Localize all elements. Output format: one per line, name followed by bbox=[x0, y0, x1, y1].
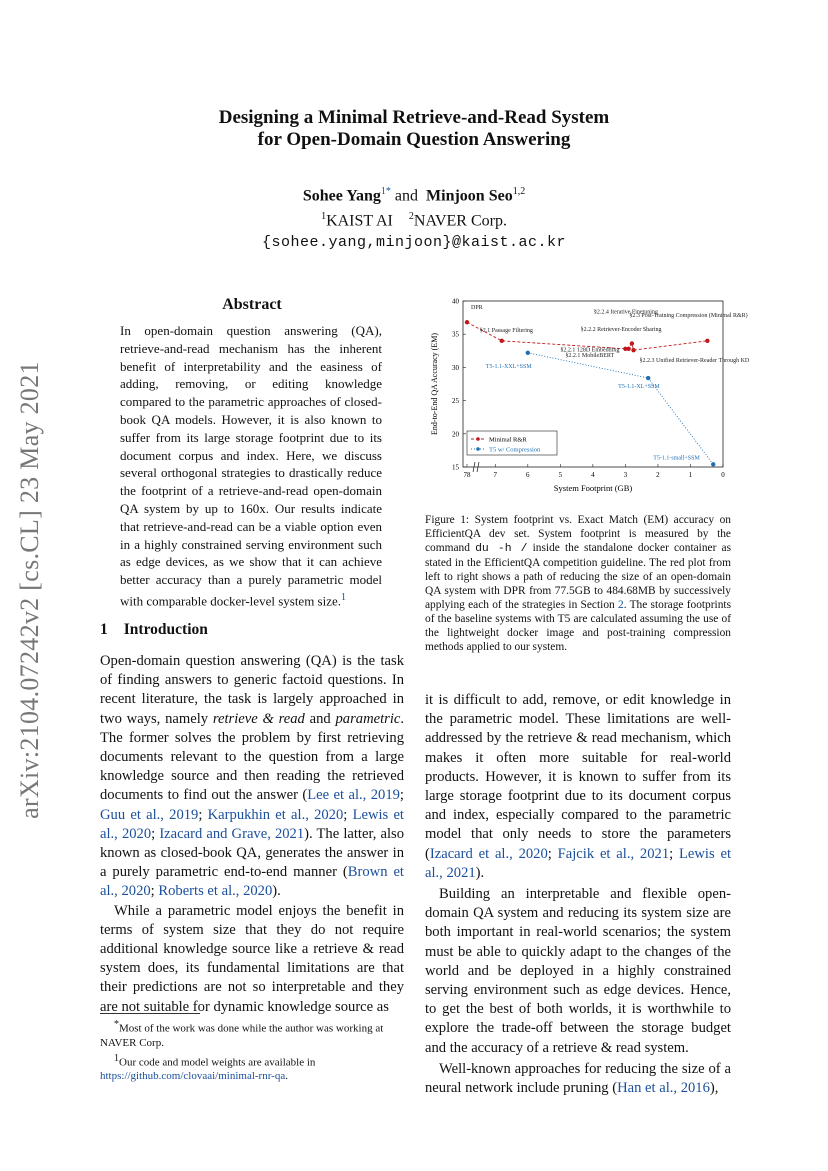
y-tick-label: 30 bbox=[452, 363, 459, 372]
data-point bbox=[630, 341, 634, 345]
legend-label-minimal: Minimal R&R bbox=[489, 436, 527, 444]
right-paragraph-3 bbox=[425, 1060, 731, 1098]
x-tick-label: 6 bbox=[526, 471, 530, 479]
author-and: and bbox=[394, 187, 419, 205]
author-1-sup: 1* bbox=[380, 186, 391, 197]
x-tick-label: 1 bbox=[688, 471, 693, 479]
footnote-1-mark: * bbox=[114, 1019, 119, 1030]
author-2: Minjoon Seo bbox=[426, 187, 513, 205]
y-tick-label: 15 bbox=[452, 463, 459, 472]
y-tick-label: 20 bbox=[452, 430, 459, 439]
caption-text: inside the standalone docker container as stated in the EfficientQA competition guideline. The red plot from left to right shows a path of reducing the size of an open-domain QA system with DPR from 77.5GB to 484.68MB by successively applying each of the strategies in Section bbox=[425, 542, 732, 611]
chart-annotation: §2.2.1 128D Embedding bbox=[560, 347, 620, 354]
point-label: §2.2.4 Iterative Finetuning bbox=[593, 309, 658, 316]
text-run: Open-domain question answering (QA) is the task of finding answers to generic factoid questions. In recent literature, the task is largely approached in two ways, namely bbox=[100, 653, 404, 727]
right-paragraph-2: Building an interpretable and flexible open-domain QA system and reducing its system size are both important in real-world scenarios; the system must be able to quickly adapt to the changes of the world and be deployed in a highly constrained serving environment such as edge devices. Hence, to get the best of both worlds, it is worthwhile to explore the trade-off between the storage budget and the accuracy of a retrieve & read system. bbox=[425, 886, 731, 1056]
citation-fajcik[interactable]: Fajcik et al., 2021 bbox=[557, 845, 670, 862]
footnote-divider bbox=[100, 1013, 200, 1014]
x-tick-label: 3 bbox=[623, 471, 628, 479]
point-label: §2.2.3 Unified Retriever-Reader Through KD bbox=[639, 358, 750, 365]
author-emails: {sohee.yang,minjoon}@kaist.ac.kr bbox=[261, 233, 567, 251]
citation-brown[interactable]: Brown et al., 2020 bbox=[100, 864, 404, 900]
text-run: ; bbox=[151, 825, 160, 842]
right-column-body bbox=[425, 691, 731, 1098]
legend-marker-t5 bbox=[476, 447, 480, 451]
x-tick-label: 2 bbox=[656, 471, 660, 479]
text-run: . The former solves the problem by first retrieving documents relevant to the question from a large knowledge source and then reading the retrieved documents to find out the answer ( bbox=[100, 710, 405, 804]
point-label: §2.1 Passage Filtering bbox=[479, 327, 533, 334]
text-run: ). The latter, also known as closed-book QA, generates the answer in a purely parametric end-to-end manner ( bbox=[100, 825, 404, 881]
point-label: T5-1.1-XL+SSM bbox=[618, 384, 660, 391]
abstract-footnote-mark[interactable]: 1 bbox=[341, 591, 347, 603]
footnote-2-mark: 1 bbox=[114, 1052, 119, 1064]
figure-1-chart bbox=[425, 293, 750, 503]
x-tick-label: 78 bbox=[463, 471, 471, 479]
footnote-2-text: Our code and model weights are available in bbox=[119, 1056, 316, 1069]
footnote-2 bbox=[100, 1052, 404, 1084]
figure-1-caption bbox=[425, 513, 731, 654]
citation-karpukhin[interactable]: Karpukhin et al., 2020 bbox=[207, 806, 344, 823]
y-axis-label: End-to-End QA Accuracy (EM) bbox=[430, 333, 439, 435]
emph-retrieve-read: retrieve & read bbox=[212, 710, 305, 727]
github-link[interactable]: https://github.com/clovaai/minimal-rnr-qa bbox=[100, 1070, 286, 1083]
footnotes bbox=[100, 1018, 404, 1085]
text-run: it is difficult to add, remove, or edit knowledge in the parametric model. These limitations are well-addressed by the retrieve & read mechanism, which makes it often more suitable for real-world products. However, it is known to suffer from its large storage footprint due to its document corpus and index, especially compared to the parametric model that only needs to store the parameters ( bbox=[425, 692, 731, 862]
title-line-1: Designing a Minimal Retrieve-and-Read System bbox=[218, 107, 610, 128]
y-tick-label: 40 bbox=[452, 297, 459, 306]
text-run: ). bbox=[272, 883, 281, 900]
footnote-2-end: . bbox=[285, 1070, 288, 1083]
citation-lee[interactable]: Lee et al., 2019 bbox=[307, 787, 400, 804]
data-point bbox=[631, 348, 635, 352]
author-names bbox=[100, 181, 728, 206]
chart-legend bbox=[467, 431, 557, 455]
text-run: ; bbox=[198, 806, 208, 823]
point-label: §2.2.1 MobileBERT bbox=[565, 352, 615, 359]
text-run: ). bbox=[475, 864, 485, 881]
left-column-body bbox=[100, 652, 404, 1017]
abstract-heading: Abstract bbox=[222, 296, 282, 313]
arxiv-sidebar-stamp bbox=[8, 330, 52, 850]
caption-code: du -h / bbox=[475, 543, 528, 555]
section-number: 1 bbox=[100, 621, 108, 638]
author-1: Sohee Yang bbox=[302, 187, 381, 205]
caption-text: System footprint vs. Exact Match (EM) accuracy on EfficientQA dev set. System footprint is measured by the command bbox=[425, 514, 732, 554]
emph-parametric: parametric bbox=[335, 710, 401, 727]
paper-title bbox=[100, 107, 728, 151]
section-title: Introduction bbox=[123, 621, 208, 638]
text-run: Well-known approaches for reducing the size of a neural network include pruning ( bbox=[425, 1060, 731, 1097]
text-run: ; bbox=[547, 845, 558, 862]
text-run: ), bbox=[709, 1080, 719, 1097]
point-label: §2.3 Post-Training Compression (Minimal R&R) bbox=[629, 312, 748, 319]
data-point bbox=[526, 351, 530, 355]
text-run: and bbox=[304, 710, 336, 727]
affiliation-2: NAVER Corp. bbox=[413, 212, 507, 230]
text-run: ; bbox=[150, 883, 159, 900]
text-run: ; bbox=[669, 845, 679, 862]
citation-izacard-2020[interactable]: Izacard et al., 2020 bbox=[429, 845, 548, 862]
chart-svg bbox=[425, 293, 750, 503]
footnote-1-text: Most of the work was done while the author was working at NAVER Corp. bbox=[100, 1022, 384, 1049]
author-2-sup: 1,2 bbox=[512, 186, 526, 197]
data-point bbox=[626, 347, 630, 351]
caption-text: . The storage footprints of the baseline systems with T5 are calculated assuming the use of the lightweight docker image and post-training compression methods applied to our system. bbox=[425, 599, 731, 653]
citation-lewis-2021[interactable]: Lewis et al., 2021 bbox=[425, 845, 732, 881]
author-block bbox=[100, 181, 728, 253]
text-run: ; bbox=[343, 806, 353, 823]
x-tick-label: 0 bbox=[721, 471, 725, 479]
intro-paragraph-2: While a parametric model enjoys the benefit in terms of system size that they do not require additional knowledge source like a retrieve & read system does, its fundamental limitations are that their predictions are not so interpretable and they are not suitable for dynamic knowledge source as bbox=[100, 902, 404, 1015]
legend-label-t5: T5 w/ Compression bbox=[489, 446, 541, 454]
affiliation-1: KAIST AI bbox=[326, 212, 393, 230]
text-run: ; bbox=[399, 787, 404, 804]
point-label: T5-1.1-small+SSM bbox=[653, 455, 700, 462]
footnote-1 bbox=[100, 1018, 404, 1050]
citation-roberts[interactable]: Roberts et al., 2020 bbox=[158, 883, 273, 900]
data-point bbox=[500, 339, 504, 343]
data-point bbox=[711, 462, 715, 466]
section-ref[interactable]: 2 bbox=[617, 599, 624, 611]
arxiv-identifier: arXiv:2104.07242v2 [cs.CL] 23 May 2021 bbox=[15, 361, 44, 819]
data-point bbox=[465, 320, 469, 324]
citation-izacard-grave[interactable]: Izacard and Grave, 2021 bbox=[159, 825, 305, 842]
section-heading bbox=[100, 621, 208, 639]
aff-2-sup: 2 bbox=[408, 211, 414, 223]
x-tick-label: 4 bbox=[591, 471, 595, 479]
point-label: T5-1.1-XXL+SSM bbox=[485, 363, 532, 370]
intro-paragraph-1 bbox=[100, 652, 404, 902]
y-tick-label: 25 bbox=[452, 397, 459, 406]
abstract-body bbox=[120, 322, 382, 610]
affiliations bbox=[100, 206, 728, 231]
data-point bbox=[705, 339, 709, 343]
aff-1-sup: 1 bbox=[321, 211, 327, 223]
caption-label: Figure 1: bbox=[425, 514, 470, 526]
citation-guu[interactable]: Guu et al., 2019 bbox=[100, 806, 199, 823]
x-tick-label: 5 bbox=[558, 471, 563, 479]
x-axis-label: System Footprint (GB) bbox=[553, 483, 633, 493]
point-label: §2.2.2 Retriever-Encoder Sharing bbox=[580, 326, 662, 333]
citation-han[interactable]: Han et al., 2016 bbox=[617, 1080, 710, 1097]
title-line-2: for Open-Domain Question Answering bbox=[257, 129, 571, 150]
y-tick-label: 35 bbox=[452, 330, 459, 339]
legend-marker-minimal bbox=[476, 437, 480, 441]
data-point bbox=[646, 376, 650, 380]
right-paragraph-1 bbox=[425, 691, 731, 883]
point-label: DPR bbox=[471, 305, 483, 312]
citation-lewis-2020[interactable]: Lewis et al., 2020 bbox=[100, 806, 404, 842]
abstract-text: In open-domain question answering (QA), retrieve-and-read mechanism has the inherent benefit of interpretability and the easiness of adding, removing, or editing knowledge compared to the parametric approaches of closed-book QA models. However, it is also known to suffer from its large storage footprint due to its document corpus and index. Here, we discuss several orthogonal strategies to drastically reduce the footprint of a retrieve-and-read open-domain QA system by up to 160x. Our results indicate that retrieve-and-read can be a viable option even in a highly constrained serving environment such as edge devices, as we show that it can achieve better accuracy than a purely parametric model with comparable docker-level system size. bbox=[120, 323, 382, 609]
x-tick-label: 7 bbox=[493, 471, 498, 479]
